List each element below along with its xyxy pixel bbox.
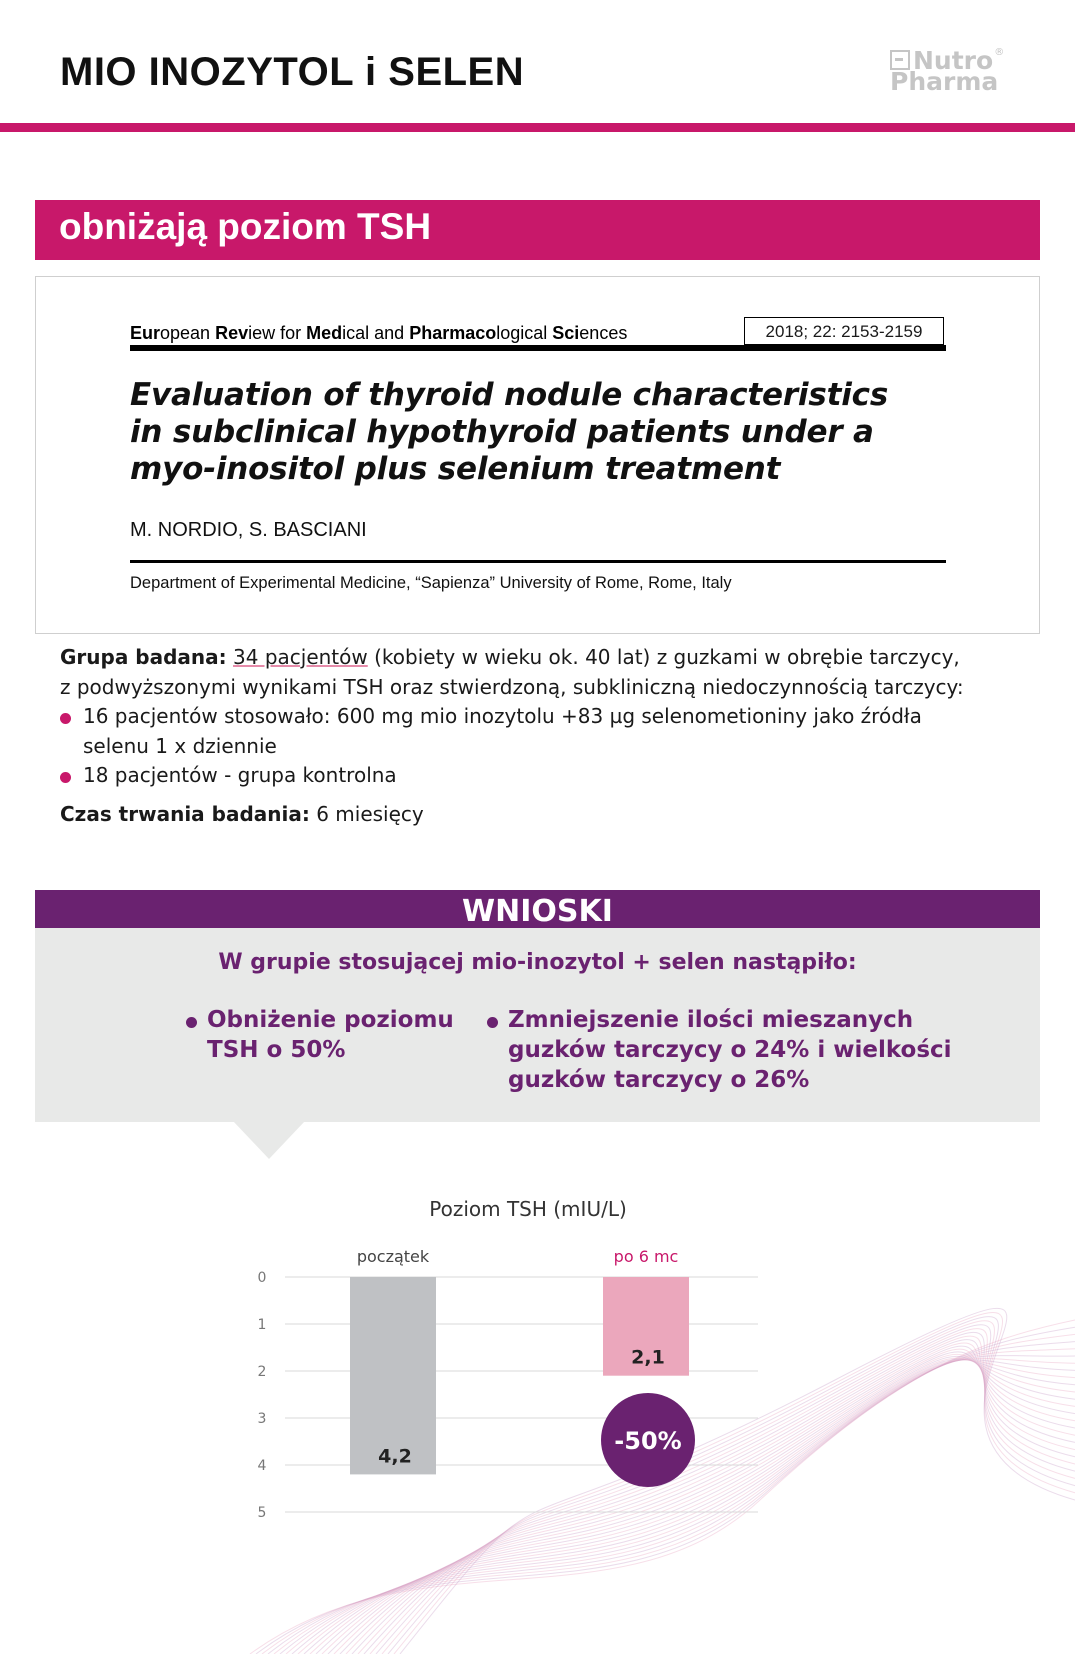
- journal-name-part: Pharmaco: [409, 323, 497, 343]
- study-group-line: [60, 645, 960, 669]
- journal-name-part: ences: [579, 323, 628, 343]
- y-tick-label: 2: [257, 1364, 267, 1380]
- tsh-bar-chart: [0, 1180, 1075, 1540]
- paper-citation-box: [35, 276, 1040, 634]
- journal-name-part: Sci: [552, 323, 580, 343]
- journal-divider: [130, 345, 946, 351]
- brand-logo: [890, 42, 1020, 96]
- callout-pointer: [233, 1121, 305, 1159]
- data-label: 4,2: [378, 1445, 412, 1468]
- bullet-dot-icon: [186, 1017, 197, 1028]
- y-tick-label: 5: [257, 1505, 267, 1521]
- bullet-dot-icon: [60, 772, 71, 783]
- subtitle-text: obniżają poziom TSH: [59, 206, 432, 247]
- affiliation-divider: [130, 560, 946, 563]
- study-duration: [60, 802, 424, 826]
- study-bullet-2: 18 pacjentów - grupa kontrolna: [83, 763, 397, 787]
- study-bullet-1-cont: selenu 1 x dziennie: [83, 734, 277, 758]
- paper-title: [130, 377, 910, 488]
- study-group-line-2: z podwyższonymi wynikami TSH oraz stwierdzoną, subkliniczną niedoczynnością tarczycy:: [60, 675, 964, 699]
- journal-name-part: opean: [160, 323, 216, 343]
- journal-name-part: logical: [496, 323, 553, 343]
- reduction-label: -50%: [614, 1427, 682, 1455]
- journal-name-part: Eur: [130, 323, 161, 343]
- journal-reference: 2018; 22: 2153-2159: [744, 317, 944, 345]
- journal-name-part: Rev: [215, 323, 249, 343]
- y-tick-label: 4: [257, 1458, 267, 1474]
- paper-affiliation: Department of Experimental Medicine, “Sapienza” University of Rome, Rome, Italy: [130, 574, 732, 592]
- logo-text-bottom: Pharma: [890, 67, 999, 96]
- paper-title-line: myo-inositol plus selenium treatment: [130, 451, 781, 487]
- journal-name: [130, 323, 627, 344]
- study-group-description: (kobiety w wieku ok. 40 lat) z guzkami w obrębie tarczycy,: [367, 645, 960, 669]
- conclusion-item-2: Zmniejszenie ilości mieszanych guzków tarczycy o 24% i wielkości guzków tarczycy o 26%: [508, 1007, 952, 1093]
- journal-name-part: ical and: [342, 323, 410, 343]
- subtitle-banner: [35, 200, 1040, 260]
- conclusions-header: [35, 890, 1040, 928]
- logo-text-top: Nutro: [913, 46, 994, 75]
- conclusions-panel: [35, 890, 1040, 1122]
- study-duration-value: 6 miesięcy: [309, 802, 424, 826]
- study-duration-label: Czas trwania badania:: [60, 802, 310, 826]
- category-label: początek: [356, 1247, 430, 1266]
- y-tick-label: 3: [257, 1411, 267, 1427]
- y-tick-label: 1: [257, 1317, 267, 1333]
- chart-title: Poziom TSH (mIU/L): [429, 1197, 627, 1221]
- conclusions-lead: W grupie stosującej mio-inozytol + selen nastąpiło:: [218, 950, 857, 975]
- bullet-dot-icon: [487, 1017, 498, 1028]
- conclusion-item-1: Obniżenie poziomu TSH o 50%: [207, 1007, 454, 1063]
- bullet-dot-icon: [60, 713, 71, 724]
- study-bullet-1: 16 pacjentów stosowało: 600 mg mio inozytolu +83 µg selenometioniny jako źródła: [83, 704, 922, 728]
- conclusions-title: WNIOSKI: [462, 894, 613, 929]
- page-title: MIO INOZYTOL i SELEN: [60, 50, 525, 94]
- study-group-label: Grupa badana:: [60, 645, 227, 669]
- paper-title-line: Evaluation of thyroid nodule characteristics: [130, 377, 889, 413]
- study-group-count: 34 pacjentów: [233, 645, 368, 669]
- category-label: po 6 mc: [613, 1247, 679, 1266]
- journal-name-part: Med: [306, 323, 343, 343]
- registered-mark: ®: [994, 47, 1005, 58]
- header-divider: [0, 123, 1075, 132]
- paper-authors: M. NORDIO, S. BASCIANI: [130, 519, 367, 541]
- logo-square-icon: [890, 50, 910, 70]
- paper-title-line: in subclinical hypothyroid patients under a: [130, 414, 874, 450]
- data-label: 2,1: [631, 1346, 665, 1369]
- y-tick-label: 0: [257, 1270, 267, 1286]
- journal-name-part: iew for: [248, 323, 307, 343]
